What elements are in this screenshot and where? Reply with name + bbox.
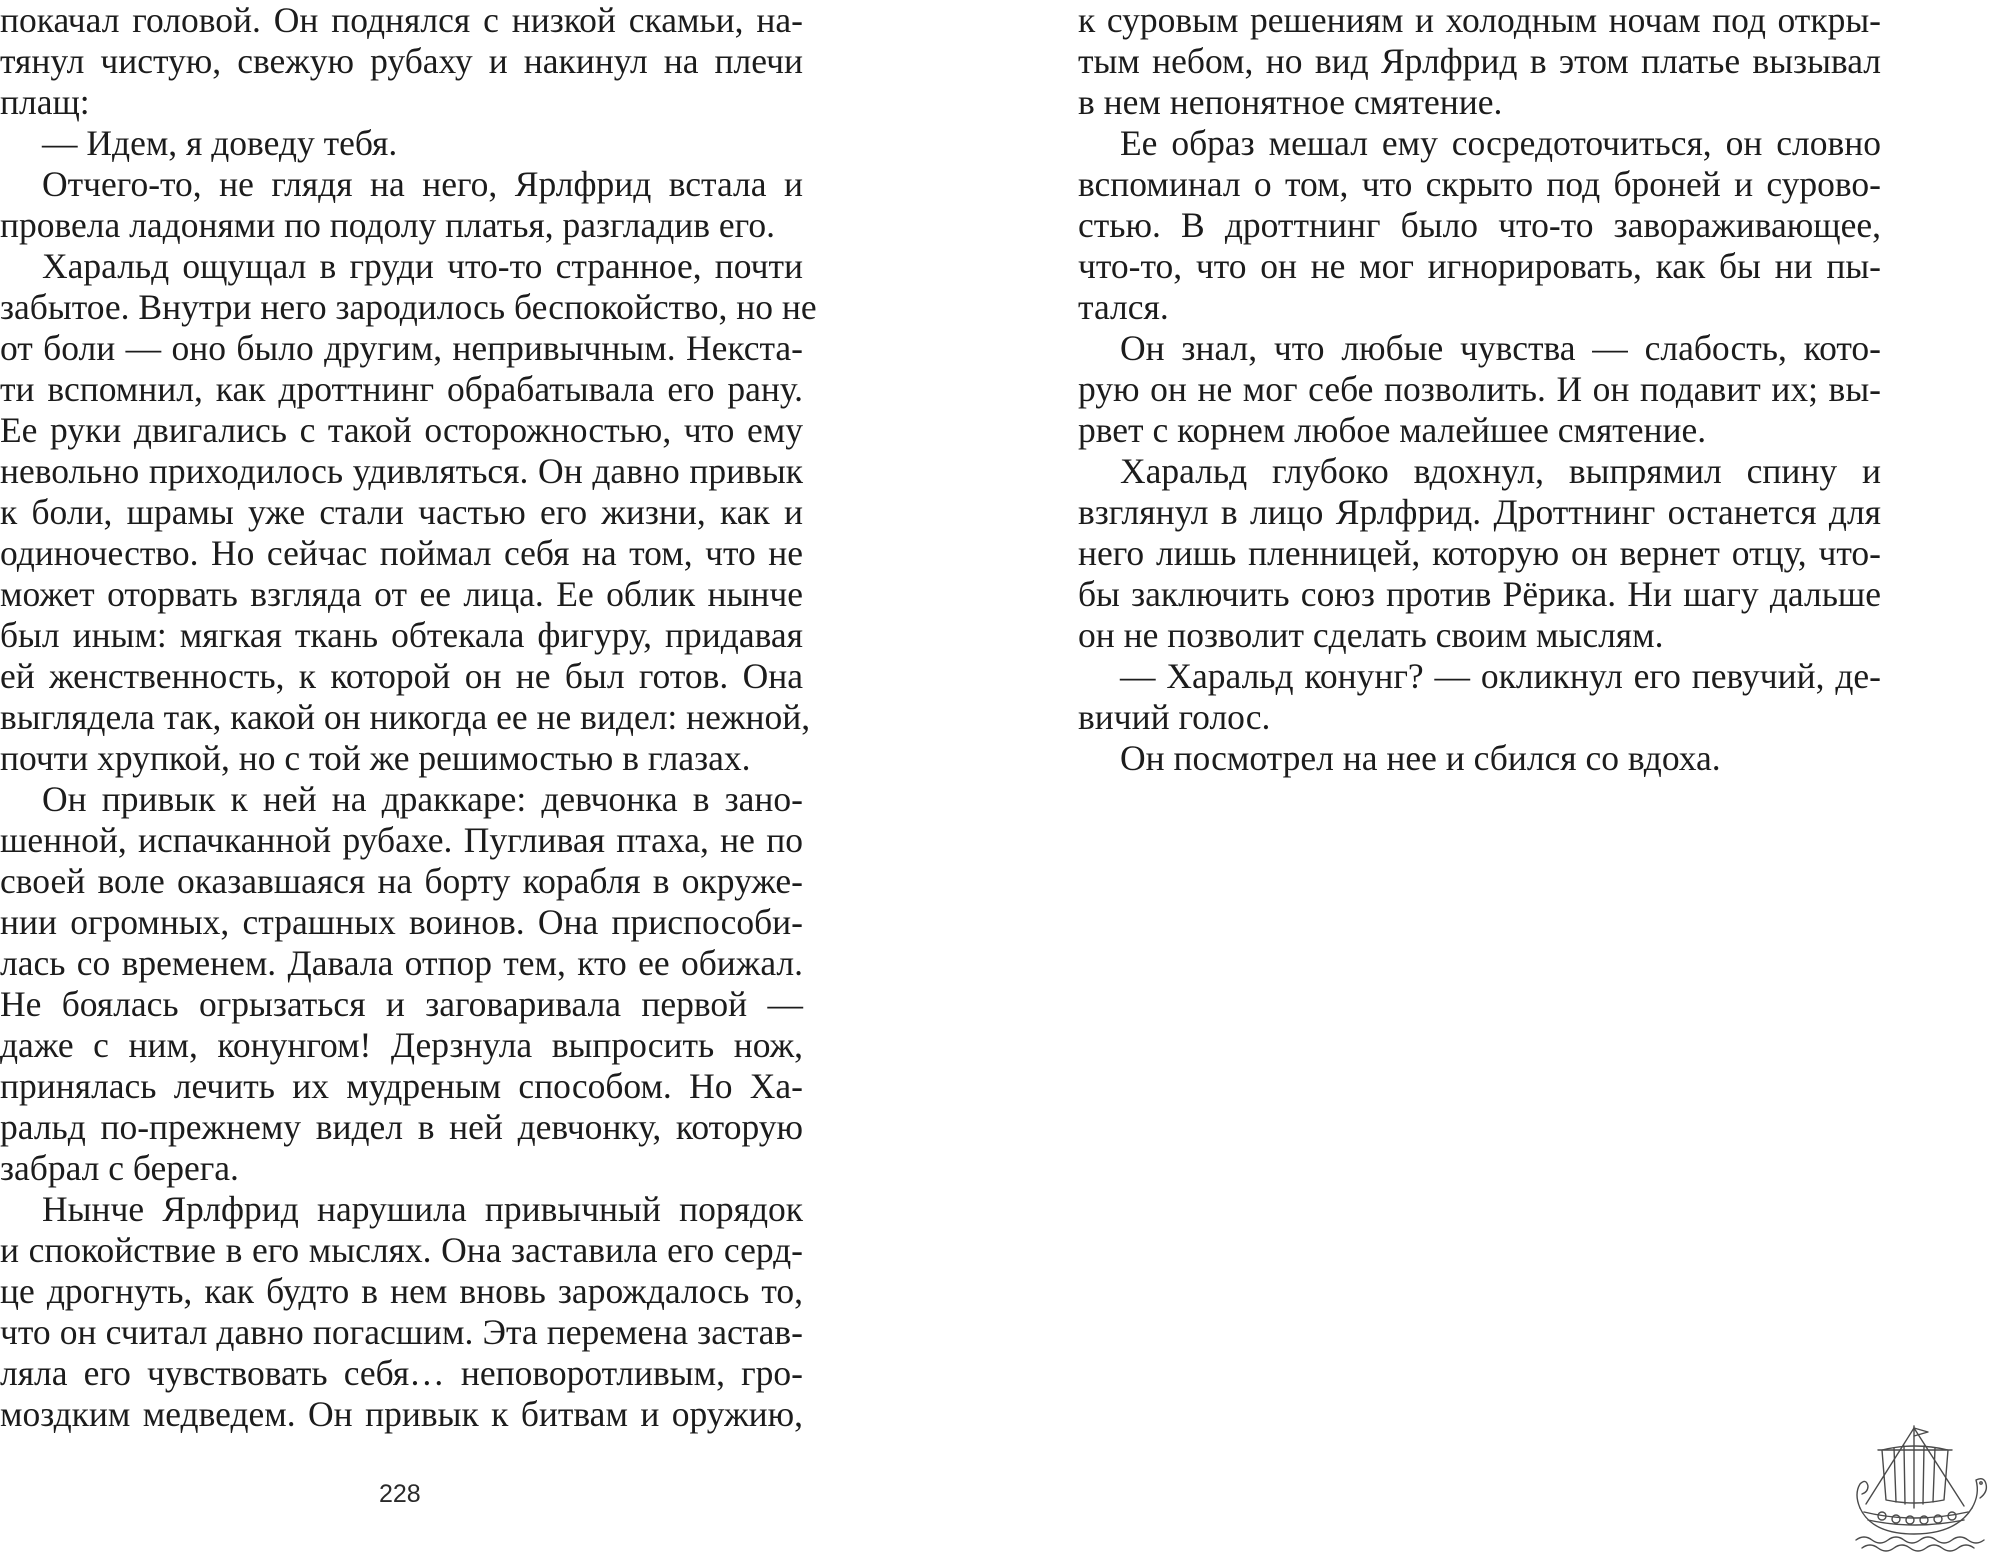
text-line: одиночество. Но сейчас поймал себя на том, что не bbox=[0, 533, 803, 573]
text-line: от боли — оно было другим, непривычным. Некста- bbox=[0, 328, 803, 368]
text-line: Нынче Ярлфрид нарушила привычный порядок bbox=[42, 1189, 803, 1229]
text-line: — Харальд конунг? — окликнул его певучий, де- bbox=[1120, 656, 1881, 696]
text-line: и спокойствие в его мыслях. Она заставила его серд- bbox=[0, 1230, 803, 1270]
text-line: почти хрупкой, но с той же решимостью в глазах. bbox=[0, 738, 751, 778]
text-line: был иным: мягкая ткань обтекала фигуру, придавая bbox=[0, 615, 803, 655]
text-line: нии огромных, страшных воинов. Она приспособи- bbox=[0, 902, 803, 942]
text-line: него лишь пленницей, которую он вернет отцу, что- bbox=[1078, 533, 1881, 573]
text-line: Харальд ощущал в груди что-то странное, почти bbox=[42, 246, 803, 286]
text-line: принялась лечить их мудреным способом. Но Ха- bbox=[0, 1066, 803, 1106]
text-line: к суровым решениям и холодным ночам под откры- bbox=[1078, 0, 1881, 40]
text-line: тым небом, но вид Ярлфрид в этом платье вызывал bbox=[1078, 41, 1881, 81]
text-line: бы заключить союз против Рёрика. Ни шагу дальше bbox=[1078, 574, 1881, 614]
text-line: покачал головой. Он поднялся с низкой скамьи, на- bbox=[0, 0, 803, 40]
text-line: ти вспомнил, как дроттнинг обрабатывала его рану. bbox=[0, 369, 803, 409]
text-line: забрал с берега. bbox=[0, 1148, 239, 1188]
text-line: Он привык к ней на драккаре: девчонка в зано- bbox=[42, 779, 803, 819]
text-line: невольно приходилось удивляться. Он давно привык bbox=[0, 451, 803, 491]
text-line: стью. В дроттнинг было что-то завораживающее, bbox=[1078, 205, 1881, 245]
text-line: Ее руки двигались с такой осторожностью, что ему bbox=[0, 410, 803, 450]
text-line: выглядела так, какой он никогда ее не видел: нежной, bbox=[0, 697, 811, 737]
text-line: к боли, шрамы уже стали частью его жизни, как и bbox=[0, 492, 803, 532]
text-line: ральд по-прежнему видел в ней девчонку, которую bbox=[0, 1107, 803, 1147]
text-line: что-то, что он не мог игнорировать, как бы ни пы- bbox=[1078, 246, 1881, 286]
text-line: тался. bbox=[1078, 287, 1169, 327]
text-line: Харальд глубоко вдохнул, выпрямил спину и bbox=[1120, 451, 1881, 491]
text-line: моздким медведем. Он привык к битвам и оружию, bbox=[0, 1394, 803, 1434]
text-line: что он считал давно погасшим. Эта перемена застав- bbox=[0, 1312, 803, 1352]
text-line: Отчего-то, не глядя на него, Ярлфрид встала и bbox=[42, 164, 803, 204]
text-line: вспоминал о том, что скрыто под броней и сурово- bbox=[1078, 164, 1881, 204]
text-line: в нем непонятное смятение. bbox=[1078, 82, 1503, 122]
text-line: ей женственность, к которой он не был готов. Она bbox=[0, 656, 803, 696]
text-line: Он посмотрел на нее и сбился со вдоха. bbox=[1120, 738, 1721, 778]
text-line: лась со временем. Давала отпор тем, кто ее обижал. bbox=[0, 943, 803, 983]
text-line: даже с ним, конунгом! Дерзнула выпросить нож, bbox=[0, 1025, 803, 1065]
text-line: вичий голос. bbox=[1078, 697, 1271, 737]
text-line: тянул чистую, свежую рубаху и накинул на плечи bbox=[0, 41, 803, 81]
text-line: провела ладонями по подолу платья, разгладив его. bbox=[0, 205, 775, 245]
text-line: может оторвать взгляда от ее лица. Ее облик нынче bbox=[0, 574, 803, 614]
text-line: Он знал, что любые чувства — слабость, кото- bbox=[1120, 328, 1881, 368]
text-line: своей воле оказавшаяся на борту корабля в окруже- bbox=[0, 861, 803, 901]
text-line: Не боялась огрызаться и заговаривала первой — bbox=[0, 984, 803, 1024]
text-line: рую он не мог себе позволить. И он подавит их; вы- bbox=[1078, 369, 1881, 409]
text-line: шенной, испачканной рубахе. Пугливая птаха, не по bbox=[0, 820, 803, 860]
page-number: 228 bbox=[379, 1480, 421, 1508]
text-line: он не позволит сделать своим мыслям. bbox=[1078, 615, 1664, 655]
text-line: Ее образ мешал ему сосредоточиться, он словно bbox=[1120, 123, 1881, 163]
text-line: це дрогнуть, как будто в нем вновь зарождалось то, bbox=[0, 1271, 803, 1311]
text-line: взглянул в лицо Ярлфрид. Дроттнинг останется для bbox=[1078, 492, 1881, 532]
text-line: ляла его чувствовать себя… неповоротливым, гро- bbox=[0, 1353, 803, 1393]
text-line: — Идем, я доведу тебя. bbox=[42, 123, 398, 163]
viking-ship-icon bbox=[1852, 1416, 1992, 1556]
text-line: забытое. Внутри него зародилось беспокойство, но не bbox=[0, 287, 817, 327]
text-line: плащ: bbox=[0, 82, 90, 122]
text-line: рвет с корнем любое малейшее смятение. bbox=[1078, 410, 1707, 450]
